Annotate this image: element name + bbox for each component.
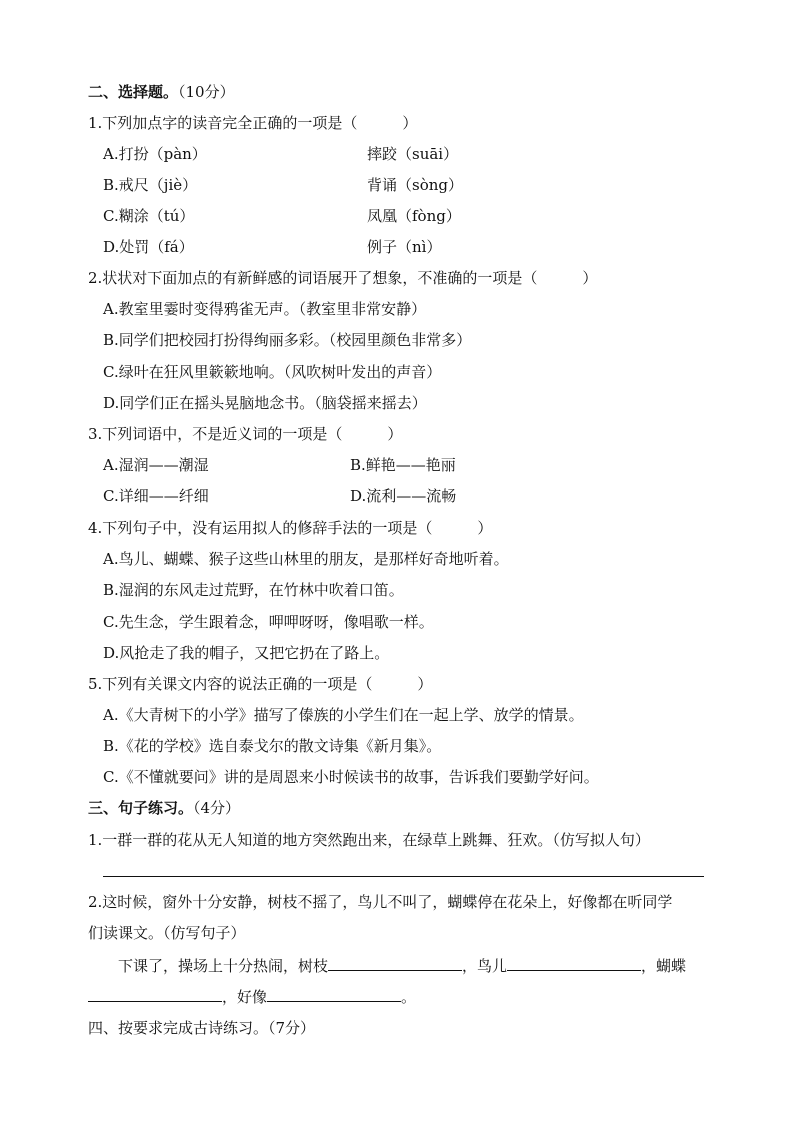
blank-birds[interactable] — [507, 956, 641, 971]
q2-stem: 2.状状对下面加点的有新鲜感的词语展开了想象，不准确的一项是（ ） — [88, 269, 598, 287]
section-3-points: （4分） — [193, 799, 241, 817]
q2-option-c: C.绿叶在狂风里簌簌地响。（风吹树叶发出的声音） — [103, 363, 442, 381]
section-2-title: 二、选择题。 — [88, 83, 179, 101]
fill-text-a: 下课了，操场上十分热闹，树枝 — [118, 957, 329, 975]
q3-option-b: B.鲜艳——艳丽 — [350, 456, 456, 474]
q1-option-a-2: 摔跤（suāi） — [367, 145, 459, 163]
q4-stem: 4.下列句子中，没有运用拟人的修辞手法的一项是（ ） — [88, 519, 493, 537]
q1-option-c-2: 凤凰（fòng） — [367, 207, 461, 225]
q1-option-d-1: D.处罚（fá） — [103, 238, 194, 256]
q5-option-c: C.《不懂就要问》讲的是周恩来小时候读书的故事，告诉我们要勤学好问。 — [103, 768, 599, 786]
q1-option-d-2: 例子（nì） — [367, 238, 442, 256]
q4-option-b: B.湿润的东风走过荒野，在竹林中吹着口笛。 — [103, 581, 404, 599]
q4-option-d: D.风抢走了我的帽子，又把它扔在了路上。 — [103, 644, 390, 662]
q3-option-a: A.湿润——潮湿 — [103, 456, 209, 474]
s3-q2-line1: 2.这时候，窗外十分安静，树枝不摇了，鸟儿不叫了，蝴蝶停在花朵上，好像都在听同学 — [88, 893, 673, 911]
q3-option-c: C.详细——纤细 — [103, 487, 209, 505]
q1-option-a-1: A.打扮（pàn） — [103, 145, 207, 163]
fill-text-d: ，好像 — [222, 988, 268, 1006]
section-4-heading: 四、按要求完成古诗练习。（7分） — [88, 1019, 316, 1037]
q5-option-b: B.《花的学校》选自泰戈尔的散文诗集《新月集》。 — [103, 737, 442, 755]
q4-option-a: A.鸟儿、蝴蝶、猴子这些山林里的朋友，是那样好奇地听着。 — [103, 550, 509, 568]
fill-text-b: ，鸟儿 — [462, 957, 508, 975]
s3-q2-fill-row1 — [118, 956, 686, 976]
section-3-title: 三、句子练习。 — [88, 799, 194, 817]
blank-branches[interactable] — [328, 956, 462, 971]
q5-option-a: A.《大青树下的小学》描写了傣族的小学生们在一起上学、放学的情景。 — [103, 706, 584, 724]
fill-text-e: 。 — [401, 988, 417, 1006]
s3-q2-line2: 们读课文。（仿写句子） — [88, 924, 246, 942]
q1-option-b-2: 背诵（sòng） — [367, 176, 463, 194]
section-3-heading — [88, 798, 240, 818]
fill-text-c: ，蝴蝶 — [641, 957, 687, 975]
q2-option-b: B.同学们把校园打扮得绚丽多彩。（校园里颜色非常多） — [103, 331, 472, 349]
q1-option-c-1: C.糊涂（tú） — [103, 207, 195, 225]
q5-stem: 5.下列有关课文内容的说法正确的一项是（ ） — [88, 675, 433, 693]
q2-option-a: A.教室里霎时变得鸦雀无声。（教室里非常安静） — [103, 300, 427, 318]
blank-as-if[interactable] — [267, 987, 401, 1002]
section-2-points: （10分） — [178, 83, 235, 101]
q1-option-b-1: B.戒尺（jiè） — [103, 176, 198, 194]
s3-q1-answer-line[interactable] — [103, 876, 704, 877]
q3-option-d: D.流利——流畅 — [350, 487, 457, 505]
s3-q2-fill-row2 — [88, 987, 416, 1007]
q4-option-c: C.先生念，学生跟着念，呷呷呀呀，像唱歌一样。 — [103, 613, 434, 631]
q2-option-d: D.同学们正在摇头晃脑地念书。（脑袋摇来摇去） — [103, 394, 427, 412]
s3-q1: 1.一群一群的花从无人知道的地方突然跑出来，在绿草上跳舞、狂欢。（仿写拟人句） — [88, 831, 650, 849]
q1-stem: 1.下列加点字的读音完全正确的一项是（ ） — [88, 114, 418, 132]
section-2-heading — [88, 82, 235, 102]
q3-stem: 3.下列词语中，不是近义词的一项是（ ） — [88, 425, 403, 443]
blank-butterflies[interactable] — [88, 987, 222, 1002]
